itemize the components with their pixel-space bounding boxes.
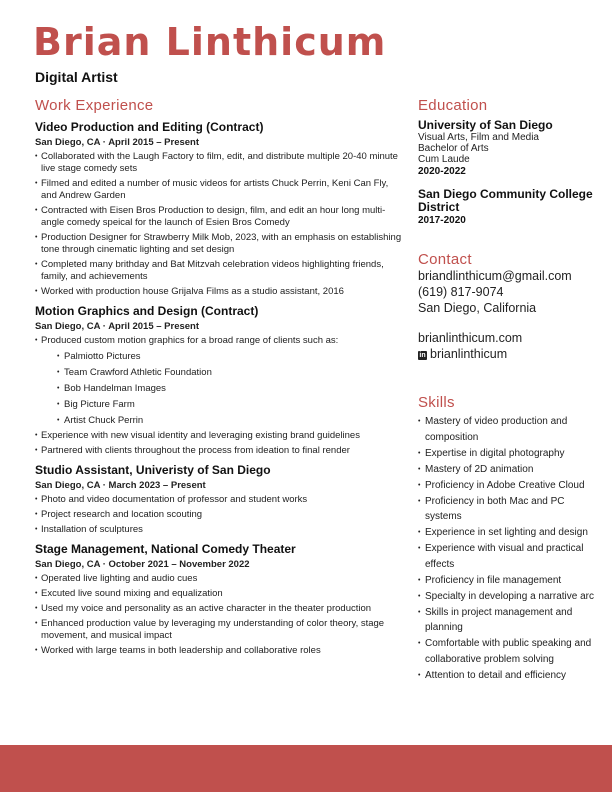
bullet-item: • Worked with production house Grijalva Films as a studio assistant, 2016 xyxy=(35,286,403,298)
bullet-item: • Worked with large teams in both leadership and collaborative roles xyxy=(35,645,403,657)
bullet-item: • Partnered with clients throughout the process from ideation to final render xyxy=(35,445,403,457)
education-section xyxy=(418,97,602,227)
skills-section xyxy=(418,394,602,683)
skill-item: • Skills in project management and planning xyxy=(418,605,602,636)
school-name: University of San Diego xyxy=(418,118,553,132)
client-item: • Big Picture Farm xyxy=(57,399,403,411)
bullet-item: • Filmed and edited a number of music videos for artists Chuck Perrin, Keni Can Fly, and Andrew Garden xyxy=(35,178,403,202)
linkedin-icon: in xyxy=(419,352,426,359)
job-title: Studio Assistant, Univeristy of San Diego xyxy=(35,463,271,477)
email-link[interactable]: briandlinthicum@gmail.com xyxy=(418,269,572,283)
job-bullets xyxy=(35,151,403,298)
skill-item: • Experience in set lighting and design xyxy=(418,525,602,541)
skill-item: • Proficiency in both Mac and PC systems xyxy=(418,494,602,525)
job-title: Motion Graphics and Design (Contract) xyxy=(35,304,259,318)
linkedin-link[interactable] xyxy=(418,346,602,362)
client-item: • Team Crawford Athletic Foundation xyxy=(57,367,403,379)
job-title: Video Production and Editing (Contract) xyxy=(35,120,264,134)
job-entry xyxy=(35,463,403,536)
skill-item: • Expertise in digital photography xyxy=(418,446,602,462)
skill-item: • Attention to detail and efficiency xyxy=(418,668,602,684)
bullet-item: • Production Designer for Strawberry Milk Mob, 2023, with an emphasis on establishing tone through cinematic lighting and set design xyxy=(35,232,403,256)
job-meta: San Diego, CA · April 2015 – Present xyxy=(35,321,200,332)
education-heading: Education xyxy=(418,97,488,114)
bullet-item xyxy=(35,335,403,427)
work-experience-section xyxy=(35,97,403,657)
skill-item: • Proficiency in file management xyxy=(418,573,602,589)
job-meta: San Diego, CA · March 2023 – Present xyxy=(35,480,206,491)
bullet-item: • Project research and location scouting xyxy=(35,509,403,521)
skill-item: • Mastery of 2D animation xyxy=(418,462,602,478)
skill-item: • Mastery of video production and composition xyxy=(418,414,602,445)
skills-heading: Skills xyxy=(418,394,455,411)
job-entry xyxy=(35,304,403,457)
bullet-item: • Enhanced production value by leveraging my understanding of color theory, stage movement, and musical impact xyxy=(35,618,403,642)
job-entry xyxy=(35,120,403,298)
bullet-item: • Photo and video documentation of professor and student works xyxy=(35,494,403,506)
bullet-item: • Experience with new visual identity and leveraging existing brand guidelines xyxy=(35,430,403,442)
bullet-item: • Collaborated with the Laugh Factory to film, edit, and distribute multiple 20-40 minute live stage comedy sets xyxy=(35,151,403,175)
candidate-title: Digital Artist xyxy=(35,69,118,85)
footer-band xyxy=(0,745,612,792)
candidate-name: Brian Linthicum xyxy=(33,20,387,64)
bullet-text: Produced custom motion graphics for a broad range of clients such as: xyxy=(41,335,339,346)
job-entry xyxy=(35,542,403,657)
sidebar-column xyxy=(418,97,602,684)
school-name: San Diego Community College District xyxy=(418,187,593,214)
client-item: • Artist Chuck Perrin xyxy=(57,415,403,427)
skill-item: • Proficiency in Adobe Creative Cloud xyxy=(418,478,602,494)
client-list xyxy=(57,351,403,427)
skills-list xyxy=(418,414,602,683)
degree-line: Bachelor of Arts xyxy=(418,143,489,154)
job-meta: San Diego, CA · October 2021 – November 2022 xyxy=(35,559,250,570)
bullet-item: • Completed many brithday and Bat Mitzvah celebration videos highlighting friends, family, and achievements xyxy=(35,259,403,283)
bullet-item: • Excuted live sound mixing and equalization xyxy=(35,588,403,600)
school-dates: 2017-2020 xyxy=(418,215,466,226)
bullet-item: • Operated live lighting and audio cues xyxy=(35,573,403,585)
job-meta: San Diego, CA · April 2015 – Present xyxy=(35,137,200,148)
bullet-item: • Contracted with Eisen Bros Production to design, film, and edit an hour long multi-angle comedy speical for the launch of Esien Bros Comedy xyxy=(35,205,403,229)
job-bullets xyxy=(35,335,403,457)
contact-heading: Contact xyxy=(418,251,472,268)
degree-line: Cum Laude xyxy=(418,154,470,165)
bullet-item: • Installation of sculptures xyxy=(35,524,403,536)
degree-line: Visual Arts, Film and Media xyxy=(418,132,539,143)
website-link[interactable]: brianlinthicum.com xyxy=(418,331,523,345)
skill-item: • Specialty in developing a narrative arc xyxy=(418,589,602,605)
location: San Diego, California xyxy=(418,301,537,315)
bullet-item: • Used my voice and personality as an active character in the theater production xyxy=(35,603,403,615)
contact-section xyxy=(418,251,602,362)
job-bullets xyxy=(35,573,403,657)
skill-item: • Comfortable with public speaking and collaborative problem solving xyxy=(418,636,602,667)
job-title: Stage Management, National Comedy Theater xyxy=(35,542,296,556)
work-experience-heading: Work Experience xyxy=(35,97,154,114)
client-item: • Bob Handelman Images xyxy=(57,383,403,395)
school-dates: 2020-2022 xyxy=(418,166,466,177)
client-item: • Palmiotto Pictures xyxy=(57,351,403,363)
linkedin-handle: brianlinthicum xyxy=(430,347,508,361)
skill-item: • Experience with visual and practical effects xyxy=(418,541,602,572)
phone-number: (619) 817-9074 xyxy=(418,285,504,299)
job-bullets xyxy=(35,494,403,536)
